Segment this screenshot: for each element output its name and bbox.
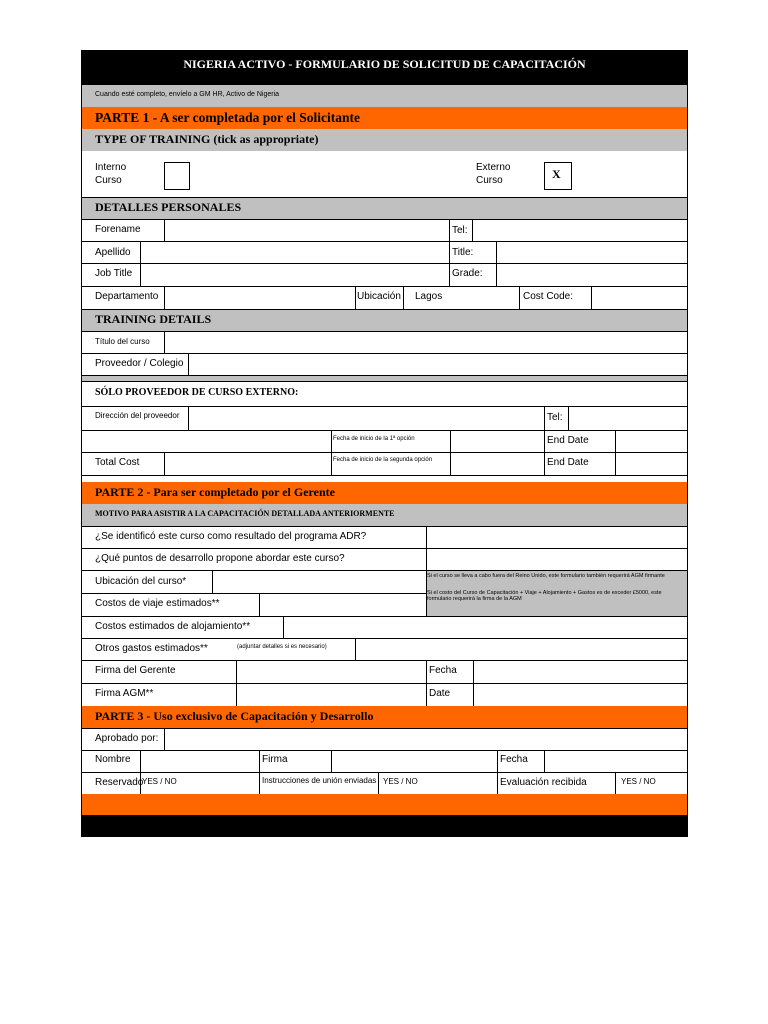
approval-notes-box	[427, 571, 687, 616]
submission-note: Cuando esté completo, envíelo a GM HR, Activo de Nigeria	[95, 91, 280, 98]
approved-by-field[interactable]	[165, 729, 687, 750]
job-title-label: Job Title	[95, 268, 133, 279]
location-label: Ubicación	[357, 291, 401, 302]
end-date-1-label: End Date	[547, 435, 589, 446]
reason-header	[82, 504, 687, 526]
training-details-heading: TRAINING DETAILS	[95, 312, 212, 326]
personal-details-heading: DETALLES PERSONALES	[95, 200, 242, 214]
reason-heading: MOTIVO PARA ASISTIR A LA CAPACITACIÓN DETALLADA ANTERIORMENTE	[95, 509, 395, 518]
forename-field[interactable]	[165, 220, 449, 241]
provider-address-continued-field[interactable]	[82, 431, 331, 452]
department-label: Departamento	[95, 291, 159, 302]
accommodation-field[interactable]	[284, 617, 687, 638]
end-date-1-field[interactable]	[616, 431, 687, 452]
training-details-header	[82, 309, 687, 332]
job-title-field[interactable]	[141, 264, 449, 286]
first-start-date-field[interactable]	[451, 431, 544, 452]
footer-black-bar	[82, 815, 687, 836]
part1-header	[82, 107, 687, 129]
department-field[interactable]	[165, 287, 355, 309]
development-answer-field[interactable]	[427, 549, 687, 570]
course-title-field[interactable]	[165, 332, 687, 353]
agm-signature-field[interactable]	[237, 684, 426, 707]
reserved-yes-no[interactable]: YES / NO	[142, 777, 177, 786]
adr-answer-field[interactable]	[427, 527, 687, 548]
internal-course-label-1: Interno	[95, 162, 127, 173]
surname-label: Apellido	[95, 247, 131, 258]
travel-costs-field[interactable]	[260, 594, 426, 616]
type-of-training-heading: TYPE OF TRAINING (tick as appropriate)	[95, 132, 319, 146]
second-start-date-field[interactable]	[451, 453, 544, 475]
signature-field[interactable]	[332, 751, 497, 772]
title-field[interactable]	[497, 242, 687, 263]
outside-uk-note: Si el curso se lleva a cabo fuera del Reino Unido, este formulario también requerirá AGM firmante	[427, 573, 665, 579]
evaluation-received-label: Evaluación recibida	[500, 777, 587, 788]
cost-code-field[interactable]	[592, 287, 687, 309]
adr-question: ¿Se identificó este curso como resultado del programa ADR?	[95, 531, 367, 542]
provider-address-label: Dirección del proveedor	[95, 411, 180, 420]
provider-address-field[interactable]	[189, 407, 544, 430]
form-header-bar	[82, 51, 687, 85]
footer-orange-bar	[82, 794, 687, 815]
cost-code-label: Cost Code:	[523, 291, 574, 302]
attach-details-note: (adjuntar detalles si es necesario)	[237, 644, 327, 650]
date-field[interactable]	[545, 751, 687, 772]
part3-header	[82, 706, 687, 728]
manager-date-label: Fecha	[429, 665, 457, 676]
evaluation-yes-no[interactable]: YES / NO	[621, 777, 656, 786]
development-question: ¿Qué puntos de desarrollo propone abordar este curso?	[95, 553, 345, 564]
grade-field[interactable]	[497, 264, 687, 286]
total-cost-label: Total Cost	[95, 457, 140, 468]
part1-title: PARTE 1 - A ser completada por el Solicitante	[95, 110, 361, 125]
joining-instructions-label: Instrucciones de unión enviadas	[262, 776, 377, 785]
manager-signature-label: Firma del Gerente	[95, 665, 176, 676]
course-location-field[interactable]	[213, 571, 426, 593]
location-value[interactable]: Lagos	[415, 291, 443, 302]
surname-field[interactable]	[141, 242, 449, 263]
cost-threshold-note: Si el costo del Curso de Capacitación + Viaje + Alojamiento + Gastos es de exceder £5000, este formulario requerirá la firma de la AGM	[427, 590, 662, 603]
agm-date-label: Date	[429, 688, 451, 699]
submission-note-bar	[82, 85, 687, 107]
end-date-2-label: End Date	[547, 457, 589, 468]
provider-field[interactable]	[189, 354, 687, 375]
part2-header	[82, 482, 687, 504]
internal-course-checkbox[interactable]	[164, 162, 190, 190]
tel-field[interactable]	[473, 220, 687, 241]
course-title-label: Título del curso	[95, 337, 150, 346]
part3-title: PARTE 3 - Uso exclusivo de Capacitación y Desarrollo	[95, 709, 374, 723]
provider-label: Proveedor / Colegio	[95, 358, 184, 369]
course-location-label: Ubicación del curso*	[95, 576, 187, 587]
manager-date-field[interactable]	[474, 661, 687, 683]
agm-date-field[interactable]	[474, 684, 687, 707]
external-provider-heading: SÓLO PROVEEDOR DE CURSO EXTERNO:	[95, 387, 299, 398]
tel-label: Tel:	[452, 225, 468, 236]
signature-label: Firma	[262, 754, 288, 765]
total-cost-field[interactable]	[165, 453, 331, 475]
other-expenses-field[interactable]	[356, 639, 687, 660]
forename-label: Forename	[95, 224, 141, 235]
approved-by-label: Aprobado por:	[95, 733, 159, 744]
name-field[interactable]	[141, 751, 259, 772]
second-start-date-label: Fecha de inicio de la segunda opción	[333, 457, 433, 463]
external-course-label-2: Curso	[476, 175, 503, 186]
provider-tel-field[interactable]	[569, 407, 687, 430]
agm-signature-label: Firma AGM**	[95, 688, 154, 699]
joining-instructions-yes-no[interactable]: YES / NO	[383, 777, 418, 786]
accommodation-label: Costos estimados de alojamiento**	[95, 621, 251, 632]
date-label: Fecha	[500, 754, 528, 765]
external-course-check-mark: X	[552, 167, 561, 181]
training-application-form	[81, 50, 688, 837]
end-date-2-field[interactable]	[616, 453, 687, 475]
provider-tel-label: Tel:	[547, 412, 563, 423]
name-label: Nombre	[95, 754, 131, 765]
external-course-checkbox[interactable]	[544, 162, 572, 190]
title-label: Title:	[452, 247, 474, 258]
travel-costs-label: Costos de viaje estimados**	[95, 598, 220, 609]
part2-title: PARTE 2 - Para ser completado por el Gerente	[95, 485, 335, 499]
manager-signature-field[interactable]	[237, 661, 426, 683]
form-title: NIGERIA ACTIVO - FORMULARIO DE SOLICITUD DE CAPACITACIÓN	[183, 57, 586, 71]
internal-course-label-2: Curso	[95, 175, 122, 186]
type-of-training-header	[82, 129, 687, 151]
first-start-date-label: Fecha de inicio de la 1ª opción	[333, 436, 415, 442]
grade-label: Grade:	[452, 268, 483, 279]
reserved-label: Reservado	[95, 777, 144, 788]
personal-details-header	[82, 197, 687, 220]
external-course-label-1: Externo	[476, 162, 511, 173]
other-expenses-label: Otros gastos estimados**	[95, 643, 208, 654]
